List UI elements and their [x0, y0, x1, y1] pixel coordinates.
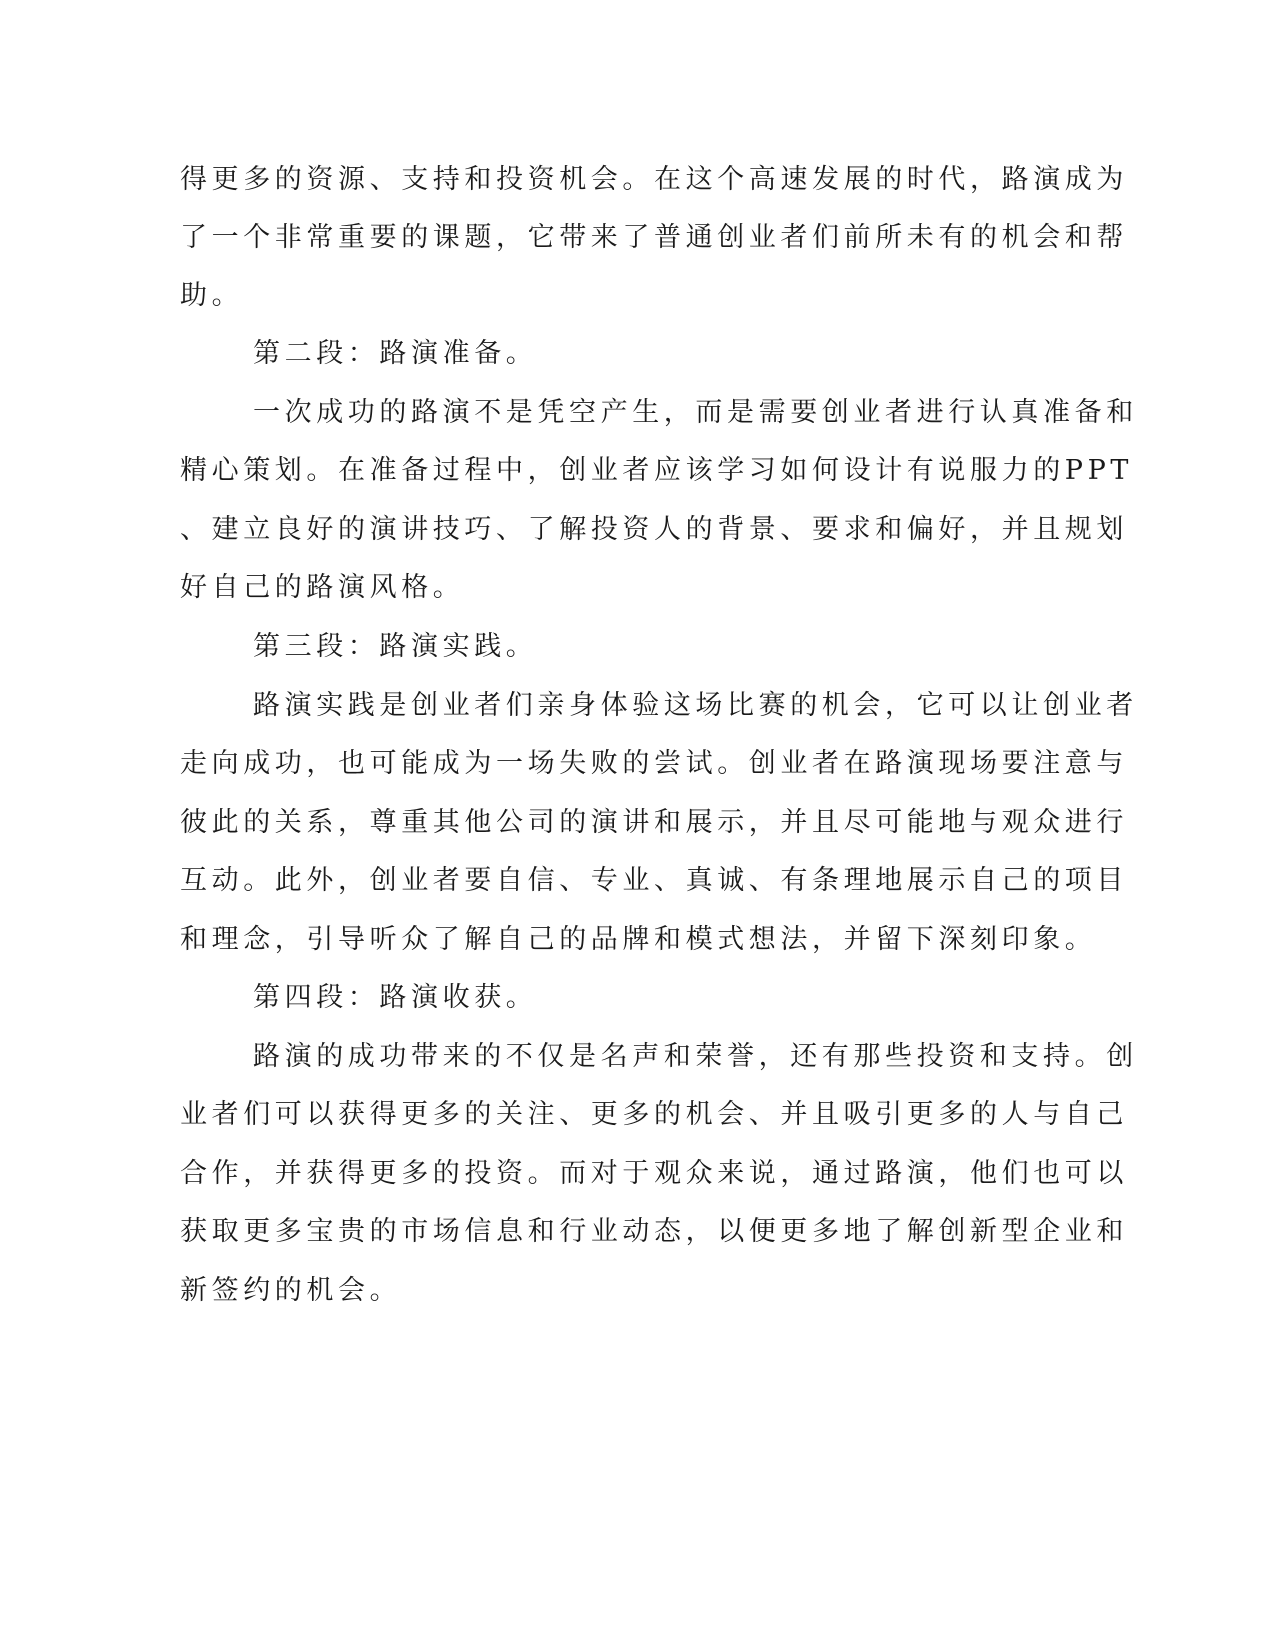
text-line: 业者们可以获得更多的关注、更多的机会、并且吸引更多的人与自己	[180, 1099, 1128, 1130]
text-line: 和理念，引导听众了解自己的品牌和模式想法，并留下深刻印象。	[180, 924, 1097, 955]
text-line: 获取更多宝贵的市场信息和行业动态，以便更多地了解创新型企业和	[180, 1216, 1128, 1247]
text-line: 互动。此外，创业者要自信、专业、真诚、有条理地展示自己的项目	[180, 865, 1128, 896]
section-heading: 第三段：路演实践。	[253, 631, 538, 662]
text-line: 助。	[180, 280, 244, 311]
section-heading: 第二段：路演准备。	[253, 338, 538, 369]
text-line: 好自己的路演风格。	[180, 572, 465, 603]
text-line: 路演实践是创业者们亲身体验这场比赛的机会，它可以让创业者	[253, 690, 1138, 721]
text-line: 一次成功的路演不是凭空产生，而是需要创业者进行认真准备和	[253, 397, 1138, 428]
text-line: 、建立良好的演讲技巧、了解投资人的背景、要求和偏好，并且规划	[180, 514, 1128, 545]
section-heading: 第四段：路演收获。	[253, 982, 538, 1013]
text-line: 精心策划。在准备过程中，创业者应该学习如何设计有说服力的PPT	[180, 455, 1133, 486]
text-line: 彼此的关系，尊重其他公司的演讲和展示，并且尽可能地与观众进行	[180, 807, 1128, 838]
text-line: 得更多的资源、支持和投资机会。在这个高速发展的时代，路演成为	[180, 164, 1128, 195]
text-line: 路演的成功带来的不仅是名声和荣誉，还有那些投资和支持。创	[253, 1041, 1138, 1072]
text-line: 合作，并获得更多的投资。而对于观众来说，通过路演，他们也可以	[180, 1158, 1128, 1189]
text-line: 了一个非常重要的课题，它带来了普通创业者们前所未有的机会和帮	[180, 222, 1128, 253]
text-line: 走向成功，也可能成为一场失败的尝试。创业者在路演现场要注意与	[180, 748, 1128, 779]
text-line: 新签约的机会。	[180, 1275, 402, 1306]
